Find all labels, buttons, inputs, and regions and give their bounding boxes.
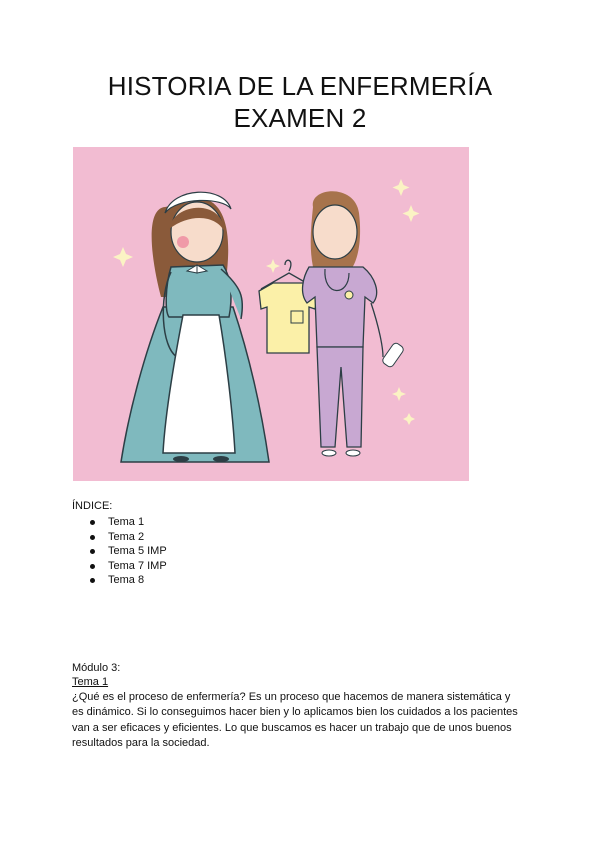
- index-item: Tema 2: [72, 530, 167, 545]
- paragraph-line: van a ser eficaces y eficientes. Lo que buscamos es hacer un trabajo que de unos buenos: [72, 721, 512, 734]
- index-item: Tema 1: [72, 515, 167, 530]
- paragraph-line: resultados para la sociedad.: [72, 737, 210, 750]
- title-line-1: HISTORIA DE LA ENFERMERÍA: [107, 71, 493, 101]
- nurses-illustration-svg: [73, 147, 469, 481]
- index-item: Tema 5 IMP: [72, 544, 167, 559]
- paragraph-line: es dinámico. Si lo conseguimos hacer bien y lo aplicamos bien los cuidados a los pacientes: [72, 706, 518, 719]
- nurses-illustration: [73, 147, 469, 481]
- module-label: Módulo 3:: [72, 662, 121, 674]
- index-item: Tema 8: [72, 573, 167, 588]
- topic-paragraph: [72, 690, 528, 752]
- index-list: [72, 515, 167, 588]
- paragraph-line: ¿Qué es el proceso de enfermería? Es un proceso que hacemos de manera sistemática y: [72, 691, 511, 703]
- page-title: [0, 70, 600, 134]
- index-heading: ÍNDICE:: [72, 500, 113, 512]
- title-line-2: EXAMEN 2: [233, 103, 367, 133]
- topic-heading: Tema 1: [72, 676, 109, 688]
- index-item: Tema 7 IMP: [72, 559, 167, 574]
